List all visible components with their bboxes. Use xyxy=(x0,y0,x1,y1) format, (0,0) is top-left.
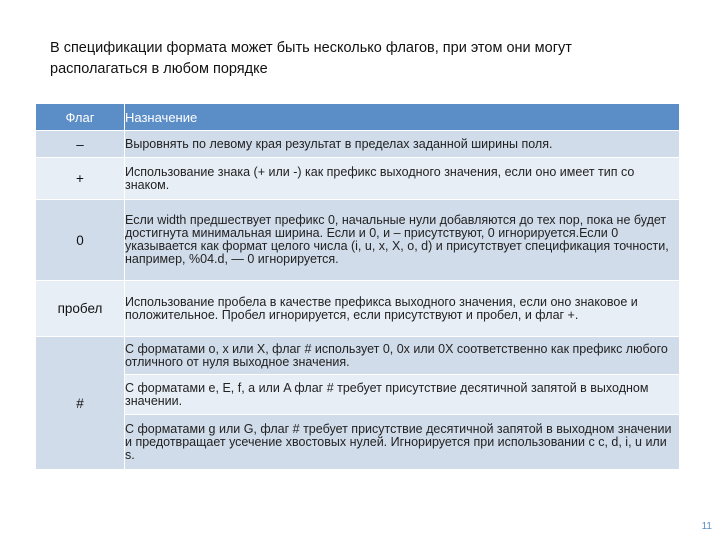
table-row xyxy=(36,200,680,281)
desc-cell-plus: Использование знака (+ или -) как префикс выходного значения, если оно имеет тип со знаком. xyxy=(125,158,680,200)
flags-table xyxy=(35,103,680,470)
table-row xyxy=(36,158,680,200)
header-meaning: Назначение xyxy=(125,104,680,131)
desc-cell-zero: Если width предшествует префикс 0, начальные нули добавляются до тех пор, пока не будет достигнута минимальная ширина. Если и 0, и – присутствуют, 0 игнорируется.Если 0 указывается как формат целого числа (i, u, x, X, o, d) и присутствует спецификация точности, например, %04.d, — 0 игнорируется. xyxy=(125,200,680,281)
flag-cell-zero: 0 xyxy=(36,200,125,281)
flag-cell-space: пробел xyxy=(36,281,125,337)
table-row xyxy=(36,375,680,415)
intro-line-2: располагаться в любом порядке xyxy=(50,61,268,77)
flag-cell-plus: + xyxy=(36,158,125,200)
table-header-row xyxy=(36,104,680,131)
flag-cell-hash: # xyxy=(36,337,125,470)
intro-text xyxy=(50,38,670,80)
desc-cell-hash-3: С форматами g или G, флаг # требует присутствие десятичной запятой в выходном значении и предотвращает усечение хвостовых нулей. Игнорируется при использовании с c, d, i, u или s. xyxy=(125,415,680,470)
desc-cell-space: Использование пробела в качестве префикса выходного значения, если оно знаковое и положительное. Пробел игнорируется, если присутствуют и пробел, и флаг +. xyxy=(125,281,680,337)
table-row xyxy=(36,131,680,158)
table-row xyxy=(36,337,680,375)
intro-line-1: В спецификации формата может быть несколько флагов, при этом они могут xyxy=(50,40,572,56)
table-row xyxy=(36,415,680,470)
desc-cell-minus: Выровнять по левому края результат в пределах заданной ширины поля. xyxy=(125,131,680,158)
header-flag: Флаг xyxy=(36,104,125,131)
desc-cell-hash-2: С форматами e, E, f, a или A флаг # требует присутствие десятичной запятой в выходном значении. xyxy=(125,375,680,415)
desc-cell-hash-1: С форматами o, x или X, флаг # использует 0, 0x или 0X соответственно как префикс любого отличного от нуля выходное значения. xyxy=(125,337,680,375)
page-number: 11 xyxy=(701,521,712,532)
table-row xyxy=(36,281,680,337)
flag-cell-minus: – xyxy=(36,131,125,158)
